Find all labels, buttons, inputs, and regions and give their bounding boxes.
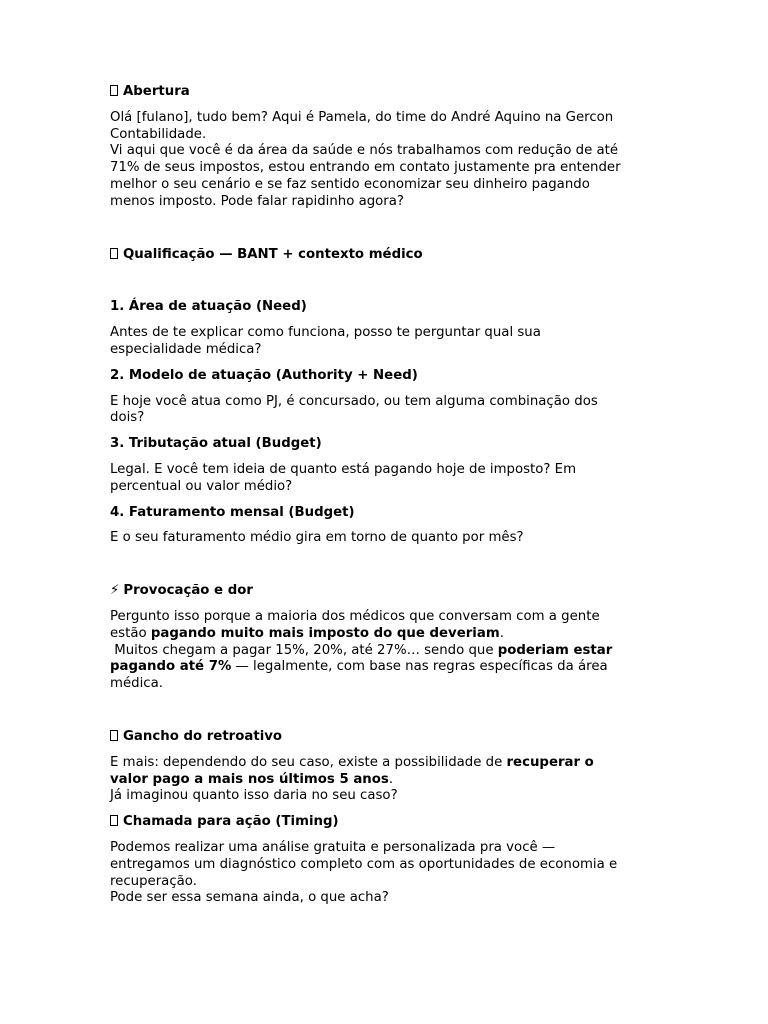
text-line: melhor o seu cenário e se faz sentido economizar seu dinheiro pagando [110,176,590,192]
lightning-icon: ⚡ [110,583,120,599]
heading-chamada-text: Chamada para ação (Timing) [123,814,339,830]
text-line [110,626,670,643]
text-line: Podemos realizar uma análise gratuita e personalizada pra você — [110,839,556,855]
heading-q2: 2. Modelo de atuação (Authority + Need) [110,367,418,383]
heading-provocacao [110,583,670,600]
provocacao-paragraph [110,609,670,693]
text-run: . [388,771,394,787]
text-line: especialidade médica? [110,341,262,357]
text-line: Já imaginou quanto isso daria no seu caso? [110,788,398,804]
text-line: Vi aqui que você é da área da saúde e nós trabalhamos com redução de até [110,143,619,159]
heading-qualificacao-text: Qualificação — BANT + contexto médico [123,246,423,262]
bold-text-run: pagando muito mais imposto do que deveriam [150,625,500,641]
text-line: menos imposto. Pode falar rapidinho agora? [110,193,404,209]
text-line: Pode ser essa semana ainda, o que acha? [110,890,389,906]
text-line: Contabilidade. [110,126,207,142]
heading-gancho-text: Gancho do retroativo [123,728,283,744]
text-line [110,643,670,660]
heading-chamada [110,814,670,831]
text-line: Antes de te explicar como funciona, posso te perguntar qual sua [110,325,541,341]
q4-paragraph [110,530,670,547]
text-line: entregamos um diagnóstico completo com as oportunidades de economia e [110,856,618,872]
heading-abertura [110,84,670,101]
abertura-paragraph [110,110,670,211]
bold-text-run: valor pago a mais nos últimos 5 anos [110,771,389,787]
q3-paragraph [110,462,670,496]
text-line: Legal. E você tem ideia de quanto está pagando hoje de imposto? Em [110,461,577,477]
text-line: percentual ou valor médio? [110,478,293,494]
bold-text-run: recuperar o [506,754,594,770]
bold-text-run: pagando até 7% [110,659,232,675]
missing-glyph-icon [110,815,118,826]
heading-q4: 4. Faturamento mensal (Budget) [110,504,355,520]
text-run: . [499,625,504,641]
heading-qualificacao [110,247,670,264]
text-line: Olá [fulano], tudo bem? Aqui é Pamela, do time do André Aquino na Gercon [110,109,614,125]
heading-abertura-text: Abertura [123,84,190,99]
q2-paragraph [110,394,670,428]
text-run: — legalmente, com base nas regras específicas da área [231,659,608,675]
text-line: 71% de seus impostos, estou entrando em contato justamente pra entender [110,160,621,176]
text-run: estão [110,625,151,641]
heading-provocacao-text: Provocação e dor [123,583,253,599]
text-line: médica. [110,676,163,692]
gancho-paragraph [110,755,670,805]
bold-text-run: poderiam estar [497,642,613,658]
heading-gancho [110,729,670,746]
text-line: E hoje você atua como PJ, é concursado, ou tem alguma combinação dos [110,393,598,409]
missing-glyph-icon [110,248,118,259]
text-run: E mais: dependendo do seu caso, existe a possibilidade de [110,754,507,770]
missing-glyph-icon [110,85,118,96]
text-line: E o seu faturamento médio gira em torno de quanto por mês? [110,530,524,546]
q1-paragraph [110,325,670,359]
heading-q3: 3. Tributação atual (Budget) [110,436,322,452]
text-line [110,772,670,789]
text-run: Muitos chegam a pagar 15%, 20%, até 27%… sendo que [110,642,498,658]
text-line: Pergunto isso porque a maioria dos médicos que conversam com a gente [110,608,600,624]
text-line [110,659,670,676]
missing-glyph-icon [110,730,118,741]
text-line: dois? [110,410,145,426]
text-line: recuperação. [110,873,197,889]
chamada-paragraph [110,840,670,907]
text-line [110,755,670,772]
document-content [110,84,670,907]
heading-q1: 1. Área de atuação (Need) [110,299,307,315]
